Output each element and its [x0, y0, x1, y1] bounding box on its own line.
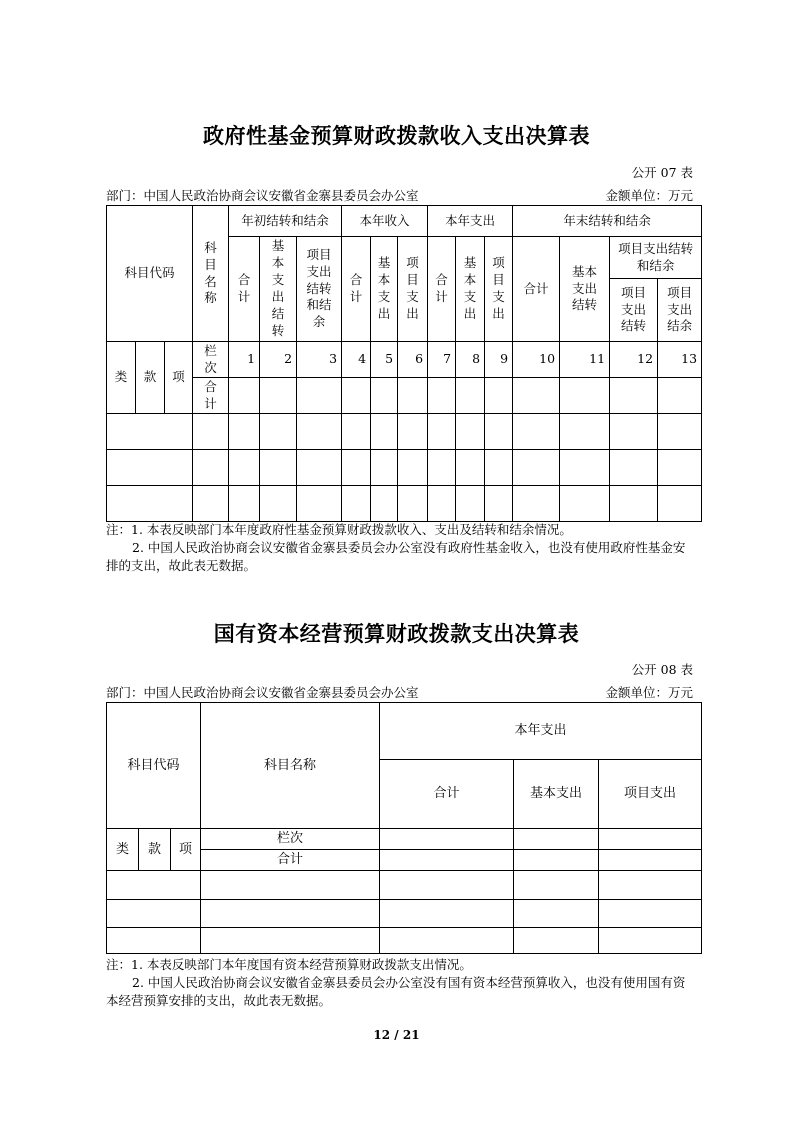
t2-header-code: 科目代码 [107, 703, 201, 829]
t1-cell [342, 378, 371, 414]
t1-end-project-carry: 项目 支出 结转 [610, 279, 658, 342]
t1-col-num: 13 [658, 342, 702, 378]
t2-cell [514, 850, 599, 871]
t1-col-num: 12 [610, 342, 658, 378]
t1-begin-project: 项目 支出 结转 和结 余 [297, 237, 342, 342]
t1-col-num: 6 [398, 342, 428, 378]
table-row [107, 486, 702, 522]
t1-cell [485, 414, 513, 450]
t1-heji: 合 计 [193, 378, 229, 414]
t1-department: 部门：中国人民政治协商会议安徽省金寨县委员会办公室 [106, 188, 419, 203]
t1-cell [485, 378, 513, 414]
t1-cell [513, 450, 560, 486]
t1-cell [260, 378, 297, 414]
t2-lei: 类 [107, 829, 139, 871]
t2-cell [514, 928, 599, 954]
t1-cell [229, 450, 260, 486]
t1-end-project: 项目支出结转 和结余 [610, 237, 702, 279]
t1-col-num: 5 [371, 342, 398, 378]
t1-cell [398, 450, 428, 486]
t1-cell [297, 414, 342, 450]
t1-col-num: 8 [456, 342, 485, 378]
t1-cell [260, 450, 297, 486]
t1-cell [560, 378, 610, 414]
t2-xiang: 项 [171, 829, 201, 871]
t2-cell [107, 871, 201, 900]
t2-kuan: 款 [139, 829, 171, 871]
t1-header-income: 本年收入 [342, 206, 428, 237]
t2-note-1: 注：1. 本表反映部门本年度国有资本经营预算财政拨款支出情况。 [106, 957, 472, 972]
t1-cell [342, 486, 371, 522]
t1-cell [610, 450, 658, 486]
t1-col-num: 11 [560, 342, 610, 378]
t1-cell [658, 378, 702, 414]
t1-income-basic: 基 本 支 出 [371, 237, 398, 342]
t1-cell [297, 378, 342, 414]
t1-note-1: 注：1. 本表反映部门本年度政府性基金预算财政拨款收入、支出及结转和结余情况。 [106, 522, 572, 537]
t1-col-num: 10 [513, 342, 560, 378]
t1-cell [107, 450, 193, 486]
t2-cell [380, 871, 514, 900]
t1-cell [371, 486, 398, 522]
t1-cell [260, 414, 297, 450]
t1-col-num: 1 [229, 342, 260, 378]
t2-cell [201, 871, 380, 900]
t1-cell [485, 450, 513, 486]
t1-cell [658, 450, 702, 486]
page-number: 12 / 21 [373, 1028, 420, 1042]
t1-cell [428, 378, 456, 414]
t1-cell [193, 450, 229, 486]
t1-header-code: 科目代码 [107, 206, 193, 342]
t1-income-total: 合 计 [342, 237, 371, 342]
t2-department: 部门：中国人民政治协商会议安徽省金寨县委员会办公室 [106, 685, 419, 700]
t1-cell [513, 414, 560, 450]
t2-cell [380, 900, 514, 928]
t1-end-total: 合计 [513, 237, 560, 342]
t1-cell [485, 486, 513, 522]
t1-begin-basic: 基 本 支 出 结 转 [260, 237, 297, 342]
t1-cell [297, 450, 342, 486]
table-row [107, 928, 702, 954]
table-row [107, 450, 702, 486]
t1-cell [610, 378, 658, 414]
t1-cell [193, 486, 229, 522]
t1-col-num: 4 [342, 342, 371, 378]
t2-note-2: 2. 中国人民政治协商会议安徽省金寨县委员会办公室没有国有资本经营预算收入，也没有使用国有资本经营预算安排的支出，故此表无数据。 [106, 975, 686, 1008]
t2-notes [106, 956, 696, 1010]
t1-xiang: 项 [165, 342, 193, 414]
t1-cell [560, 414, 610, 450]
t1-cell [428, 450, 456, 486]
t1-cell [229, 414, 260, 450]
t1-cell [658, 486, 702, 522]
t1-cell [260, 486, 297, 522]
t1-cell [428, 414, 456, 450]
t2-form-number: 公开 08 表 [631, 662, 693, 677]
t1-cell [398, 486, 428, 522]
t2-cell [380, 829, 514, 850]
t1-col-num: 3 [297, 342, 342, 378]
t2-table [106, 702, 702, 954]
t1-expend-basic: 基 本 支 出 [456, 237, 485, 342]
t1-cell [456, 414, 485, 450]
t1-cell [456, 378, 485, 414]
t1-cell [398, 378, 428, 414]
t1-title: 政府性基金预算财政拨款收入支出决算表 [203, 123, 590, 148]
t2-lanci: 栏次 [201, 829, 380, 850]
t1-cell [560, 450, 610, 486]
t1-cell [456, 450, 485, 486]
t1-end-project-surplus: 项目 支出 结余 [658, 279, 702, 342]
t1-form-number: 公开 07 表 [631, 165, 693, 180]
table-row [107, 414, 702, 450]
t1-cell [398, 414, 428, 450]
t1-unit: 金额单位：万元 [605, 188, 693, 203]
t1-income-project: 项 目 支 出 [398, 237, 428, 342]
t1-header-begin-balance: 年初结转和结余 [229, 206, 342, 237]
t1-cell [560, 486, 610, 522]
t2-cell [380, 850, 514, 871]
t1-table [106, 205, 702, 522]
t1-notes [106, 521, 696, 575]
t2-cell [599, 850, 702, 871]
t1-cell [428, 486, 456, 522]
t1-header-name: 科 目 名 称 [193, 206, 229, 342]
t1-cell [229, 486, 260, 522]
t2-cell [599, 829, 702, 850]
t1-cell [229, 378, 260, 414]
t1-cell [610, 486, 658, 522]
table-row [107, 871, 702, 900]
t2-header-expenditure: 本年支出 [380, 703, 702, 760]
t2-header-basic: 基本支出 [514, 760, 599, 829]
t2-cell [380, 928, 514, 954]
t1-cell [610, 414, 658, 450]
t2-cell [514, 871, 599, 900]
t1-end-basic: 基本 支出 结转 [560, 237, 610, 342]
t1-lei: 类 [107, 342, 136, 414]
t1-cell [371, 450, 398, 486]
t1-cell [342, 414, 371, 450]
t2-cell [514, 900, 599, 928]
t1-expend-total: 合 计 [428, 237, 456, 342]
t1-cell [658, 414, 702, 450]
t1-begin-total: 合 计 [229, 237, 260, 342]
t1-kuan: 款 [136, 342, 165, 414]
t2-cell [201, 900, 380, 928]
t2-header-name: 科目名称 [201, 703, 380, 829]
t2-cell [599, 928, 702, 954]
t1-note-2: 2. 中国人民政治协商会议安徽省金寨县委员会办公室没有政府性基金收入，也没有使用政府性基金安排的支出，故此表无数据。 [106, 540, 686, 573]
t1-cell [513, 378, 560, 414]
t1-col-num: 2 [260, 342, 297, 378]
t1-col-num: 9 [485, 342, 513, 378]
t2-cell [514, 829, 599, 850]
t1-cell [107, 486, 193, 522]
t1-lanci: 栏 次 [193, 342, 229, 378]
t2-header-total: 合计 [380, 760, 514, 829]
t2-unit: 金额单位：万元 [605, 685, 693, 700]
t2-cell [107, 928, 201, 954]
t2-cell [599, 871, 702, 900]
t1-cell [371, 414, 398, 450]
t2-cell [201, 928, 380, 954]
t1-header-end-balance: 年末结转和结余 [513, 206, 702, 237]
t1-cell [513, 486, 560, 522]
t2-header-project: 项目支出 [599, 760, 702, 829]
t1-header-expenditure: 本年支出 [428, 206, 513, 237]
t2-title: 国有资本经营预算财政拨款支出决算表 [213, 621, 580, 646]
t1-cell [342, 450, 371, 486]
t1-cell [371, 378, 398, 414]
t1-cell [297, 486, 342, 522]
table-row [107, 900, 702, 928]
t1-cell [193, 414, 229, 450]
t2-cell [107, 900, 201, 928]
t1-cell [107, 414, 193, 450]
t2-cell [599, 900, 702, 928]
t1-expend-project: 项 目 支 出 [485, 237, 513, 342]
t2-heji: 合计 [201, 850, 380, 871]
t1-cell [456, 486, 485, 522]
t1-col-num: 7 [428, 342, 456, 378]
